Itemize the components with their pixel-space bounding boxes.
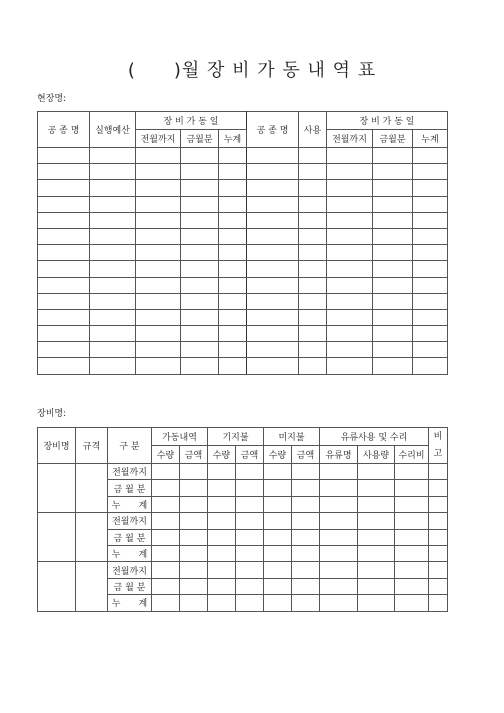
division-label: 금 월 분	[108, 578, 152, 594]
detail-cell[interactable]	[236, 562, 264, 578]
detail-cell[interactable]	[264, 513, 292, 529]
operation-cell[interactable]	[299, 342, 327, 358]
operation-cell[interactable]	[413, 277, 448, 293]
header-paid: 기지불	[208, 428, 264, 446]
operation-cell[interactable]	[136, 180, 181, 196]
detail-cell[interactable]	[395, 480, 429, 496]
operation-cell[interactable]	[327, 326, 373, 342]
operation-cell[interactable]	[219, 228, 247, 244]
detail-cell[interactable]	[395, 529, 429, 545]
operation-cell[interactable]	[136, 148, 181, 164]
operation-cell[interactable]	[373, 326, 413, 342]
operation-cell[interactable]	[38, 293, 90, 309]
operation-cell[interactable]	[219, 326, 247, 342]
operation-cell[interactable]	[299, 358, 327, 374]
operation-cell[interactable]	[327, 309, 373, 325]
operation-cell[interactable]	[299, 196, 327, 212]
operation-cell[interactable]	[219, 342, 247, 358]
detail-cell[interactable]	[180, 562, 208, 578]
operation-cell[interactable]	[413, 196, 448, 212]
operation-cell[interactable]	[299, 228, 327, 244]
operation-cell[interactable]	[373, 342, 413, 358]
operation-cell[interactable]	[181, 228, 219, 244]
detail-cell[interactable]	[264, 545, 292, 561]
header-operation-days-2: 장 비 가 동 일	[327, 112, 448, 130]
operation-cell[interactable]	[299, 261, 327, 277]
operation-cell[interactable]	[136, 261, 181, 277]
operation-cell[interactable]	[299, 180, 327, 196]
detail-cell[interactable]	[180, 496, 208, 512]
operation-cell[interactable]	[136, 326, 181, 342]
operation-cell[interactable]	[327, 228, 373, 244]
site-name-label: 현장명:	[37, 94, 67, 104]
operation-cell[interactable]	[90, 228, 136, 244]
operation-cell[interactable]	[181, 309, 219, 325]
operation-cell[interactable]	[181, 261, 219, 277]
detail-cell[interactable]	[264, 464, 292, 480]
division-label: 전월까지	[108, 513, 152, 529]
operation-cell[interactable]	[247, 245, 299, 261]
operation-cell[interactable]	[247, 309, 299, 325]
detail-cell[interactable]	[208, 496, 236, 512]
operation-cell[interactable]	[90, 309, 136, 325]
header-budget: 실행예산	[90, 112, 136, 148]
detail-cell[interactable]	[264, 578, 292, 594]
operation-cell[interactable]	[38, 196, 90, 212]
header-operation-detail: 가동내역	[152, 428, 208, 446]
detail-cell[interactable]	[395, 464, 429, 480]
operation-cell[interactable]	[90, 180, 136, 196]
detail-cell[interactable]	[180, 464, 208, 480]
operation-cell[interactable]	[181, 245, 219, 261]
operation-cell[interactable]	[299, 245, 327, 261]
detail-cell[interactable]	[236, 529, 264, 545]
division-label: 금 월 분	[108, 480, 152, 496]
detail-cell[interactable]	[429, 464, 448, 480]
operation-cell[interactable]	[219, 212, 247, 228]
detail-cell[interactable]	[320, 545, 358, 561]
operation-cell[interactable]	[413, 342, 448, 358]
detail-cell[interactable]	[152, 578, 180, 594]
operation-cell[interactable]	[247, 358, 299, 374]
detail-cell[interactable]	[180, 578, 208, 594]
operation-cell[interactable]	[181, 358, 219, 374]
operation-cell[interactable]	[413, 180, 448, 196]
operation-cell[interactable]	[327, 358, 373, 374]
operation-cell[interactable]	[181, 212, 219, 228]
division-label: 전월까지	[108, 464, 152, 480]
operation-cell[interactable]	[299, 212, 327, 228]
header-work-type-2: 공 종 명	[247, 112, 299, 148]
operation-cell[interactable]	[373, 196, 413, 212]
detail-cell[interactable]	[395, 578, 429, 594]
operation-cell[interactable]	[90, 358, 136, 374]
operation-cell[interactable]	[38, 309, 90, 325]
division-label: 누 계	[108, 595, 152, 611]
detail-cell[interactable]	[180, 513, 208, 529]
equipment-detail-table	[37, 427, 448, 612]
detail-cell[interactable]	[358, 480, 395, 496]
operation-cell[interactable]	[38, 180, 90, 196]
operation-cell[interactable]	[327, 277, 373, 293]
operation-cell[interactable]	[413, 358, 448, 374]
division-label: 금 월 분	[108, 529, 152, 545]
operation-cell[interactable]	[373, 164, 413, 180]
operation-cell[interactable]	[373, 212, 413, 228]
operation-cell[interactable]	[219, 245, 247, 261]
detail-cell[interactable]	[152, 529, 180, 545]
detail-cell[interactable]	[264, 562, 292, 578]
operation-cell[interactable]	[247, 261, 299, 277]
detail-cell[interactable]	[429, 545, 448, 561]
detail-cell[interactable]	[208, 578, 236, 594]
operation-cell[interactable]	[38, 326, 90, 342]
operation-cell[interactable]	[136, 309, 181, 325]
operation-cell[interactable]	[413, 261, 448, 277]
header-qty-3: 수량	[264, 446, 292, 464]
header-prev-month-2: 전월까지	[327, 130, 373, 148]
operation-cell[interactable]	[136, 277, 181, 293]
detail-cell[interactable]	[320, 496, 358, 512]
operation-cell[interactable]	[373, 277, 413, 293]
operation-cell[interactable]	[413, 293, 448, 309]
spec-cell[interactable]	[76, 562, 108, 611]
header-operation-days: 장 비 가 동 일	[136, 112, 247, 130]
detail-cell[interactable]	[236, 464, 264, 480]
operation-cell[interactable]	[136, 228, 181, 244]
operation-cell[interactable]	[327, 180, 373, 196]
detail-cell[interactable]	[208, 545, 236, 561]
detail-cell[interactable]	[236, 545, 264, 561]
detail-cell[interactable]	[208, 529, 236, 545]
operation-cell[interactable]	[327, 293, 373, 309]
header-repair-cost: 수리비	[395, 446, 429, 464]
header-spec: 규격	[76, 428, 108, 464]
operation-cell[interactable]	[136, 293, 181, 309]
operation-cell[interactable]	[181, 180, 219, 196]
operation-cell[interactable]	[38, 164, 90, 180]
detail-cell[interactable]	[429, 578, 448, 594]
operation-cell[interactable]	[181, 326, 219, 342]
operation-cell[interactable]	[136, 342, 181, 358]
header-cumulative-2: 누계	[413, 130, 448, 148]
operation-cell[interactable]	[373, 293, 413, 309]
operation-days-table	[37, 111, 448, 375]
detail-cell[interactable]	[320, 595, 358, 611]
operation-cell[interactable]	[38, 245, 90, 261]
operation-cell[interactable]	[373, 148, 413, 164]
detail-cell[interactable]	[292, 562, 320, 578]
operation-cell[interactable]	[90, 196, 136, 212]
operation-cell[interactable]	[327, 212, 373, 228]
detail-cell[interactable]	[152, 464, 180, 480]
equipment-name-cell[interactable]	[38, 513, 76, 562]
detail-cell[interactable]	[180, 545, 208, 561]
operation-cell[interactable]	[247, 196, 299, 212]
operation-cell[interactable]	[413, 245, 448, 261]
detail-cell[interactable]	[236, 496, 264, 512]
header-cumulative: 누계	[219, 130, 247, 148]
detail-cell[interactable]	[152, 562, 180, 578]
detail-cell[interactable]	[395, 545, 429, 561]
operation-cell[interactable]	[327, 245, 373, 261]
detail-cell[interactable]	[236, 513, 264, 529]
operation-cell[interactable]	[136, 358, 181, 374]
operation-cell[interactable]	[90, 148, 136, 164]
operation-cell[interactable]	[90, 293, 136, 309]
equipment-name-cell[interactable]	[38, 464, 76, 513]
detail-cell[interactable]	[395, 562, 429, 578]
operation-cell[interactable]	[413, 309, 448, 325]
detail-cell[interactable]	[395, 496, 429, 512]
operation-cell[interactable]	[38, 228, 90, 244]
operation-cell[interactable]	[413, 326, 448, 342]
operation-cell[interactable]	[38, 212, 90, 228]
page-title: ( )월 장 비 가 동 내 역 표	[127, 60, 377, 81]
operation-cell[interactable]	[299, 326, 327, 342]
detail-cell[interactable]	[320, 480, 358, 496]
header-qty-1: 수량	[152, 446, 180, 464]
detail-cell[interactable]	[180, 595, 208, 611]
operation-cell[interactable]	[38, 261, 90, 277]
operation-cell[interactable]	[299, 277, 327, 293]
operation-cell[interactable]	[247, 293, 299, 309]
detail-cell[interactable]	[320, 513, 358, 529]
operation-cell[interactable]	[327, 342, 373, 358]
detail-cell[interactable]	[264, 595, 292, 611]
operation-cell[interactable]	[373, 180, 413, 196]
operation-cell[interactable]	[181, 342, 219, 358]
operation-cell[interactable]	[373, 245, 413, 261]
detail-cell[interactable]	[292, 545, 320, 561]
detail-cell[interactable]	[264, 480, 292, 496]
operation-cell[interactable]	[219, 293, 247, 309]
operation-cell[interactable]	[219, 309, 247, 325]
detail-cell[interactable]	[320, 562, 358, 578]
header-fuel-name: 유류명	[320, 446, 358, 464]
operation-cell[interactable]	[247, 180, 299, 196]
operation-cell[interactable]	[181, 196, 219, 212]
operation-cell[interactable]	[373, 358, 413, 374]
operation-cell[interactable]	[38, 358, 90, 374]
operation-cell[interactable]	[219, 261, 247, 277]
operation-cell[interactable]	[136, 212, 181, 228]
operation-cell[interactable]	[219, 148, 247, 164]
operation-cell[interactable]	[299, 164, 327, 180]
detail-cell[interactable]	[358, 464, 395, 480]
detail-cell[interactable]	[236, 480, 264, 496]
header-division: 구 분	[108, 428, 152, 464]
detail-cell[interactable]	[429, 595, 448, 611]
header-prev-month: 전월까지	[136, 130, 181, 148]
detail-cell[interactable]	[152, 496, 180, 512]
detail-cell[interactable]	[264, 496, 292, 512]
detail-cell[interactable]	[320, 529, 358, 545]
detail-cell[interactable]	[208, 595, 236, 611]
operation-cell[interactable]	[247, 326, 299, 342]
operation-cell[interactable]	[327, 148, 373, 164]
operation-cell[interactable]	[413, 164, 448, 180]
detail-cell[interactable]	[292, 513, 320, 529]
operation-cell[interactable]	[327, 261, 373, 277]
operation-cell[interactable]	[90, 164, 136, 180]
operation-cell[interactable]	[373, 309, 413, 325]
header-amount-2: 금액	[236, 446, 264, 464]
operation-cell[interactable]	[247, 164, 299, 180]
operation-cell[interactable]	[219, 164, 247, 180]
detail-cell[interactable]	[208, 464, 236, 480]
operation-cell[interactable]	[90, 326, 136, 342]
detail-cell[interactable]	[292, 578, 320, 594]
operation-cell[interactable]	[38, 342, 90, 358]
detail-cell[interactable]	[152, 545, 180, 561]
detail-cell[interactable]	[264, 529, 292, 545]
operation-cell[interactable]	[299, 309, 327, 325]
detail-cell[interactable]	[395, 513, 429, 529]
header-this-month: 금월분	[181, 130, 219, 148]
detail-cell[interactable]	[180, 480, 208, 496]
operation-cell[interactable]	[327, 164, 373, 180]
detail-cell[interactable]	[208, 562, 236, 578]
header-fuel-usage: 사용량	[358, 446, 395, 464]
detail-cell[interactable]	[292, 480, 320, 496]
header-amount-1: 금액	[180, 446, 208, 464]
operation-cell[interactable]	[181, 164, 219, 180]
detail-cell[interactable]	[320, 578, 358, 594]
operation-cell[interactable]	[219, 358, 247, 374]
operation-cell[interactable]	[327, 196, 373, 212]
detail-cell[interactable]	[358, 562, 395, 578]
operation-cell[interactable]	[38, 277, 90, 293]
spec-cell[interactable]	[76, 464, 108, 513]
header-remark: 비 고	[429, 428, 448, 464]
detail-cell[interactable]	[358, 513, 395, 529]
header-equipment: 장비명	[38, 428, 76, 464]
operation-cell[interactable]	[247, 277, 299, 293]
detail-cell[interactable]	[358, 529, 395, 545]
division-label: 누 계	[108, 496, 152, 512]
operation-cell[interactable]	[247, 342, 299, 358]
operation-cell[interactable]	[219, 180, 247, 196]
header-amount-3: 금액	[292, 446, 320, 464]
operation-cell[interactable]	[90, 245, 136, 261]
detail-cell[interactable]	[292, 529, 320, 545]
spec-cell[interactable]	[76, 513, 108, 562]
detail-cell[interactable]	[429, 529, 448, 545]
detail-cell[interactable]	[292, 595, 320, 611]
operation-cell[interactable]	[247, 212, 299, 228]
operation-cell[interactable]	[38, 148, 90, 164]
detail-cell[interactable]	[180, 529, 208, 545]
operation-cell[interactable]	[373, 261, 413, 277]
operation-cell[interactable]	[299, 148, 327, 164]
operation-cell[interactable]	[247, 228, 299, 244]
operation-cell[interactable]	[181, 293, 219, 309]
header-unpaid: 미지불	[264, 428, 320, 446]
detail-cell[interactable]	[429, 562, 448, 578]
detail-cell[interactable]	[292, 464, 320, 480]
operation-cell[interactable]	[219, 277, 247, 293]
operation-cell[interactable]	[219, 196, 247, 212]
detail-cell[interactable]	[152, 513, 180, 529]
detail-cell[interactable]	[429, 480, 448, 496]
operation-cell[interactable]	[413, 148, 448, 164]
operation-cell[interactable]	[90, 342, 136, 358]
equipment-name-label: 장비명:	[37, 409, 67, 419]
operation-cell[interactable]	[181, 148, 219, 164]
header-qty-2: 수량	[208, 446, 236, 464]
header-use: 사용	[299, 112, 327, 148]
detail-cell[interactable]	[152, 595, 180, 611]
detail-cell[interactable]	[358, 578, 395, 594]
header-work-type: 공 종 명	[38, 112, 90, 148]
detail-cell[interactable]	[208, 480, 236, 496]
detail-cell[interactable]	[429, 496, 448, 512]
header-fuel-repair: 유류사용 및 수리	[320, 428, 429, 446]
detail-cell[interactable]	[292, 496, 320, 512]
equipment-name-cell[interactable]	[38, 562, 76, 611]
detail-cell[interactable]	[358, 496, 395, 512]
operation-cell[interactable]	[413, 212, 448, 228]
operation-cell[interactable]	[90, 277, 136, 293]
operation-cell[interactable]	[136, 164, 181, 180]
operation-cell[interactable]	[299, 293, 327, 309]
operation-cell[interactable]	[90, 212, 136, 228]
detail-cell[interactable]	[320, 464, 358, 480]
detail-cell[interactable]	[236, 595, 264, 611]
detail-cell[interactable]	[395, 595, 429, 611]
operation-cell[interactable]	[136, 196, 181, 212]
operation-cell[interactable]	[181, 277, 219, 293]
operation-cell[interactable]	[373, 228, 413, 244]
detail-cell[interactable]	[358, 595, 395, 611]
detail-cell[interactable]	[358, 545, 395, 561]
division-label: 누 계	[108, 545, 152, 561]
detail-cell[interactable]	[429, 513, 448, 529]
header-this-month-2: 금월분	[373, 130, 413, 148]
division-label: 전월까지	[108, 562, 152, 578]
operation-cell[interactable]	[90, 261, 136, 277]
operation-cell[interactable]	[413, 228, 448, 244]
detail-cell[interactable]	[152, 480, 180, 496]
detail-cell[interactable]	[236, 578, 264, 594]
operation-cell[interactable]	[136, 245, 181, 261]
detail-cell[interactable]	[208, 513, 236, 529]
operation-cell[interactable]	[247, 148, 299, 164]
